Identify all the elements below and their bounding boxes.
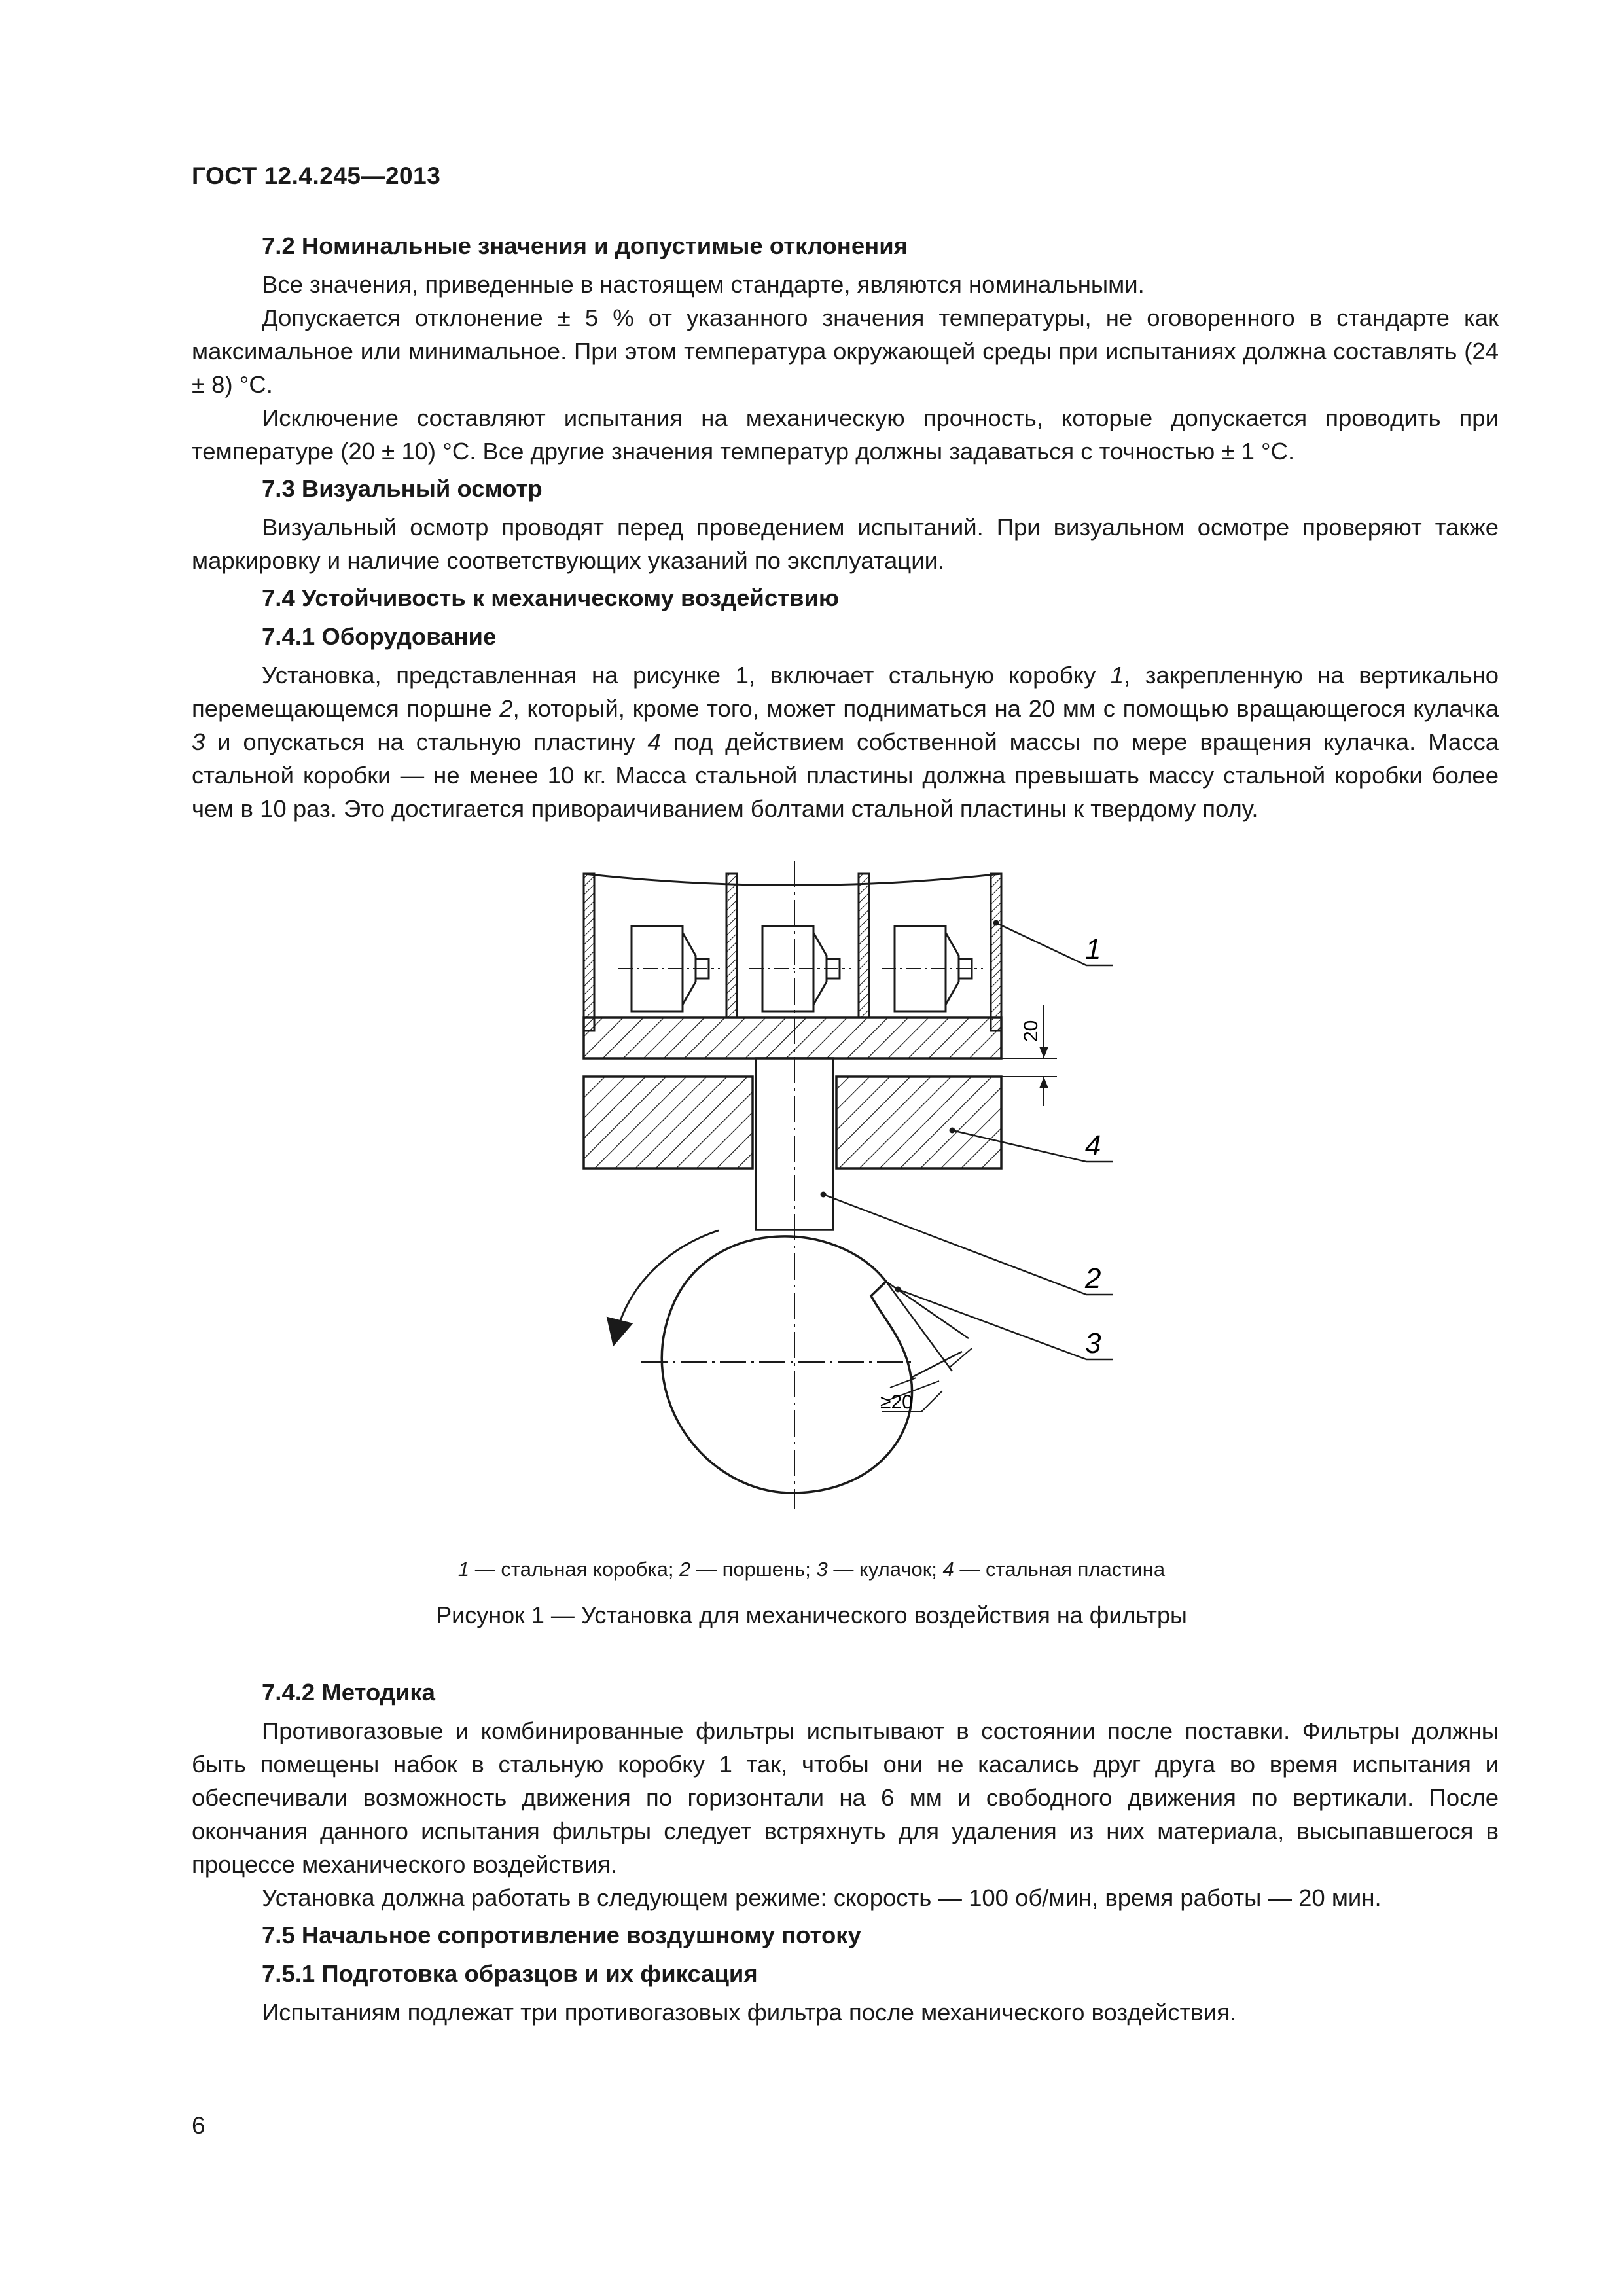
dim-cam-lift-text: ≥20 — [880, 1391, 913, 1413]
heading-7-4-2: 7.4.2 Методика — [262, 1679, 435, 1706]
apparatus-diagram — [576, 861, 1113, 1564]
paragraph: Визуальный осмотр проводят перед проведением испытаний. При визуальном осмотре проверяют также маркировку и наличие соответствующих указаний по эксплуатации. — [192, 514, 1499, 574]
heading-7-5-1: 7.5.1 Подготовка образцов и их фиксация — [262, 1960, 758, 1987]
paragraph: Допускается отклонение ± 5 % от указанного значения температуры, не оговоренного в стандарте как максимальное или минимальное. При этом температура окружающей среды при испытаниях должна составлять (24 ± 8) °С. — [192, 304, 1499, 398]
standard-header: ГОСТ 12.4.245—2013 — [192, 162, 441, 189]
paragraph: Противогазовые и комбинированные фильтры испытывают в состоянии после поставки. Фильтры должны быть помещены набок в стальную коробку 1 так, чтобы они не касались друг друга во время испытания и обеспечивали возможность движения по горизонтали на 6 мм и свободного движения по вертикали. После окончания данного испытания фильтры следует встряхнуть для удаления из них материала, высыпавшегося в процессе механического воздействия. — [192, 1717, 1499, 1878]
section-7-2 — [192, 229, 1499, 825]
filter-center — [749, 926, 851, 1011]
heading-7-5: 7.5 Начальное сопротивление воздушному потоку — [262, 1922, 861, 1948]
callout-3: 3 — [1085, 1327, 1101, 1359]
callout-1: 1 — [1085, 933, 1101, 965]
heading-7-2: 7.2 Номинальные значения и допустимые отклонения — [262, 232, 908, 259]
paragraph: Все значения, приведенные в настоящем стандарте, являются номинальными. — [262, 271, 1145, 298]
callout-4: 4 — [1085, 1130, 1101, 1162]
dim-lift-text: 20 — [1020, 1020, 1042, 1042]
paragraph-equipment: Установка, представленная на рисунке 1, включает стальную коробку 1, закрепленную на вертикально перемещающемся поршне 2, который, кроме того, может подниматься на 20 мм с помощью вращающегося кулачка 3 и опускаться на стальную пластину 4 под действием собственной массы по мере вращения кулачка. Масса стальной коробки — не менее 10 кг. Масса стальной пластины должна превышать массу стальной коробки более чем в 10 раз. Это достигается привораичиванием болтами стальной пластины к твердому полу. — [192, 662, 1499, 822]
paragraph: Испытаниям подлежат три противогазовых фильтра после механического воздействия. — [262, 1999, 1236, 2026]
heading-7-3: 7.3 Визуальный осмотр — [262, 475, 543, 502]
paragraph: Исключение составляют испытания на механическую прочность, которые допускается проводить при температуре (20 ± 10) °С. Все другие значения температур должны задаваться с точностью ± 1 °С. — [192, 404, 1499, 465]
figure-caption: Рисунок 1 — Установка для механического воздействия на фильтры — [436, 1602, 1187, 1628]
section-7-4-2 — [192, 1676, 1499, 2029]
figure-1-drawing — [576, 861, 1113, 1564]
cam — [662, 1236, 972, 1493]
paragraph: Установка должна работать в следующем режиме: скорость — 100 об/мин, время работы — 20 мин. — [262, 1884, 1382, 1911]
heading-7-4-1: 7.4.1 Оборудование — [262, 623, 497, 650]
page-number: 6 — [192, 2112, 205, 2139]
filter-left — [618, 926, 720, 1011]
figure-legend: 1 — стальная коробка; 2 — поршень; 3 — кулачок; 4 — стальная пластина — [457, 1558, 1166, 1581]
filters — [618, 926, 983, 1011]
callout-2: 2 — [1085, 1263, 1101, 1295]
filter-right — [882, 926, 983, 1011]
dimension-20 — [1001, 1005, 1057, 1106]
heading-7-4: 7.4 Устойчивость к механическому воздействию — [262, 584, 840, 611]
